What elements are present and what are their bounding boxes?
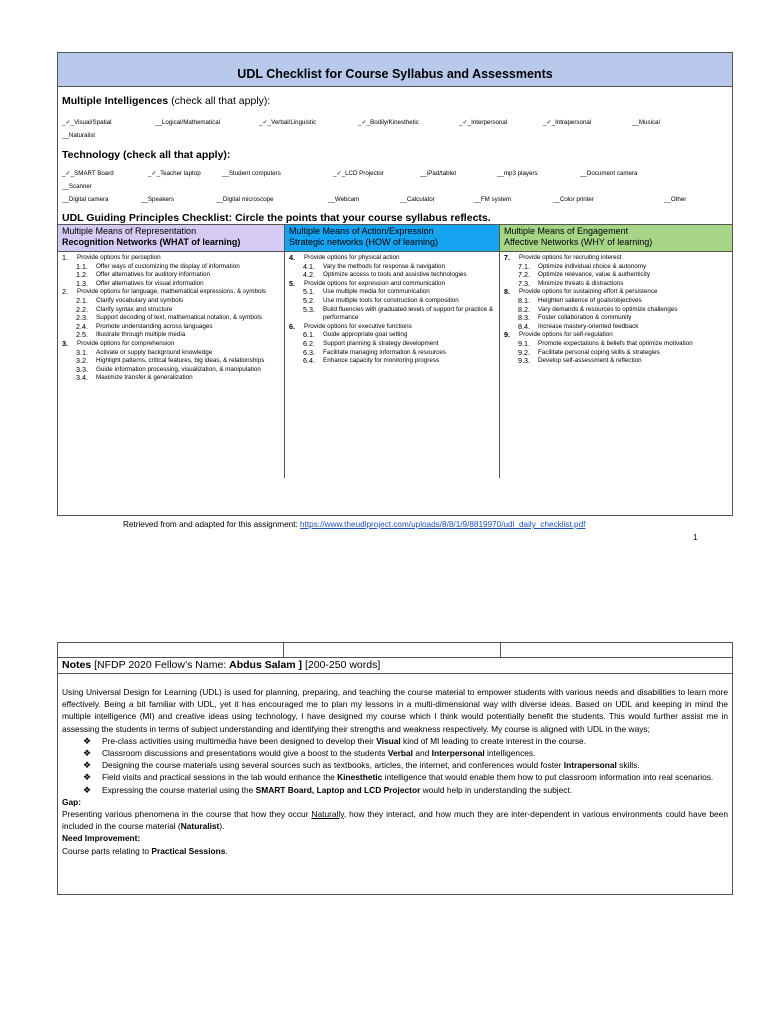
item-number: 3.1. [76,347,88,357]
item-text: Guide information processing, visualization, & manipulation [96,365,261,373]
item-text: Use multiple media for communication [323,288,430,296]
item-text: Support planning & strategy development [323,339,439,347]
mi-option: __Musical [632,119,660,126]
item-text: Provide options for expression and communication [304,279,446,287]
mi-option: _✓_Interpersonal [459,119,508,126]
item-text: Promote understanding across languages [96,322,213,330]
mi-options-row [62,119,728,126]
checklist-item [289,297,495,306]
item-number: 8. [504,287,510,297]
diamond-bullet-icon: ❖ [83,735,92,746]
tech-option: __Digital camera [62,196,109,203]
item-number: 8.2. [518,304,530,314]
tech-option: __mp3 players [497,170,538,177]
checklist-item [62,357,280,366]
item-number: 8.1. [518,295,530,305]
checklist-item [62,366,280,375]
table-strip [58,643,732,658]
item-number: 6.4. [303,356,315,366]
checklist-item [62,280,280,289]
item-text: Provide options for perception [77,254,161,261]
checklist-item [504,271,728,280]
tech-option: _✓_SMART Board [62,170,114,177]
item-text: Facilitate managing information & resources [323,348,446,356]
item-text: Provide options for language, mathematical expressions, & symbols [77,288,267,296]
item-number: 6.3. [303,347,315,357]
checklist-item [504,340,728,349]
tech-option: __Speakers [141,196,175,203]
item-number: 4.2. [303,270,315,280]
gap-paragraph: Presenting various phenomena in the course that how they occur Naturally, how they interact, and how much they are inter-dependent in various environments could have been included in the course material (Naturalist). [62,809,728,832]
need-improvement-label: Need Improvement: [62,833,141,844]
item-text: Offer alternatives for visual information [96,279,204,287]
checklist-item [504,263,728,272]
item-text: Develop self-assessment & reflection [538,357,642,365]
item-number: 6.1. [303,330,315,340]
tech-option: __Student computers [222,170,281,177]
checklist-item [62,288,280,297]
item-text: Maximize transfer & generalization [96,374,193,382]
checklist-item [504,306,728,315]
list-item: ❖ Pre-class activities using multimedia have been designed to develop their Visual kind of MI leading to create interest in the course. [83,735,587,746]
item-number: 2.4. [76,321,88,331]
item-number: 6. [289,321,295,331]
item-number: 5.3. [303,304,315,314]
notes-paragraph: Using Universal Design for Learning (UDL) is used for planning, preparing, and teaching the course material to empower students with various needs and disabilities to learn more effectively. Being a bit familiar with UDL, yet it has encouraged me to plan my lessons in a multi-dimensional way with diverse ideas. Based on UDL and keeping in mind the multiple intelligence (MI) and creative ideas using technology, I have designed my course which I think would potentially benefit the students. This would further assist me in assessing the students in terms of subject understanding and identifying their strengths and weakness respectively. My course is aligned with UDL in the ways; [62,687,728,734]
item-text: Heighten salience of goals/objectives [538,296,642,304]
checklist-item [504,357,728,366]
tech-options-row [62,170,728,177]
item-number: 1. [62,253,68,262]
checklist-item [289,340,495,349]
mi-option: _✓_Verbal/Linguistic [259,119,317,126]
checklist-item [504,254,728,263]
item-number: 3.4. [76,373,88,383]
checklist-item [289,331,495,340]
gap-label: Gap: [62,796,82,807]
item-text: Clarify syntax and structure [96,305,173,313]
diamond-bullet-icon: ❖ [83,784,92,795]
checklist-item [289,288,495,297]
item-number: 2.3. [76,313,88,323]
checklist-item [62,271,280,280]
item-number: 3.3. [76,364,88,374]
engagement-list [500,252,732,478]
notes-page [57,642,733,895]
item-text: Support decoding of text, mathematical notation, & symbols [96,314,262,322]
item-text: Increase mastery-oriented feedback [538,322,639,330]
item-text: Provide options for sustaining effort & persistence [519,288,658,296]
checklist-item [62,306,280,315]
item-text: Vary demands & resources to optimize challenges [538,305,678,313]
checklist-item [62,349,280,358]
checklist-item [289,323,495,332]
mi-option: __Naturalist [62,132,96,139]
tech-option: __Calculator [400,196,435,203]
item-number: 4.1. [303,261,315,271]
item-number: 9.1. [518,338,530,348]
item-number: 7.3. [518,278,530,288]
item-number: 2.5. [76,330,88,340]
item-text: Foster collaboration & community [538,314,632,322]
tech-option: __Digital microscope [216,196,274,203]
list-item: ❖ Designing the course materials using several sources such as textbooks, articles, the internet, and conferences would foster Intrapersonal skills. [83,760,640,771]
tech-option: _✓_LCD Projector [333,170,384,177]
item-number: 5.2. [303,295,315,305]
action-expression-list [285,252,500,478]
item-text: Optimize relevance, value & authenticity [538,271,651,279]
item-text: Provide options for recruiting interest [519,254,622,261]
item-text: Clarify vocabulary and symbols [96,296,184,304]
list-item: ❖ Expressing the course material using the SMART Board, Laptop and LCD Projector would help in understanding the subject. [83,784,573,795]
checklist-item [504,280,728,289]
checklist-item [504,297,728,306]
source-link[interactable]: https://www.theudlproject.com/uploads/8/8/1/9/8819970/udl_daily_checklist.pdf [300,520,586,529]
item-number: 5. [289,278,295,288]
notes-heading: Notes [NFDP 2020 Fellow’s Name: Abdus Salam ] [200-250 words] [58,658,732,674]
item-number: 9. [504,330,510,340]
item-number: 7.1. [518,261,530,271]
item-number: 9.2. [518,347,530,357]
item-text: Provide options for comprehension [77,339,175,347]
item-text: Activate or supply background knowledge [96,348,213,356]
notes-body [58,674,732,857]
item-text: Use multiple tools for construction & composition [323,296,459,304]
item-number: 6.2. [303,338,315,348]
item-number: 8.3. [518,313,530,323]
checklist-item [504,314,728,323]
tech-option: __Webcam [328,196,360,203]
checklist-item [289,280,495,289]
item-text: Provide options for physical action [304,254,400,261]
checklist-item [62,340,280,349]
tech-options-row [62,183,728,190]
item-number: 1.3. [76,278,88,288]
checklist-item [62,263,280,272]
page-number: 1 [693,533,698,542]
checklist-item [504,349,728,358]
item-text: Offer ways of customizing the display of information [96,262,240,270]
item-text: Provide options for self-regulation [519,331,613,339]
checklist-item [62,331,280,340]
item-number: 9.3. [518,356,530,366]
checklist-item [504,323,728,332]
item-text: Enhance capacity for monitoring progress [323,357,440,365]
diamond-bullet-icon: ❖ [83,760,92,771]
item-text: Facilitate personal coping skills & strategies [538,348,660,356]
udl-columns-header [58,224,732,252]
tech-option: __FM system [474,196,512,203]
tech-option: _✓_Teacher laptop [148,170,201,177]
tech-option: __Document camera [580,170,638,177]
col-header-representation: Multiple Means of Representation Recognition Networks (WHAT of learning) [58,225,285,251]
udl-heading: UDL Guiding Principles Checklist: Circle the points that your course syllabus reflects. [62,212,491,224]
item-text: Provide options for executive functions [304,322,412,330]
checklist-item [62,374,280,383]
mi-option: _✓_Bodily/Kinesthetic [358,119,419,126]
item-text: Promote expectations & beliefs that optimize motivation [538,339,693,347]
item-number: 1.1. [76,261,88,271]
item-number: 2.1. [76,295,88,305]
list-item: ❖ Classroom discussions and presentations would give a boost to the students Verbal and Interpersonal intelligences. [83,748,536,759]
item-text: Minimize threats & distractions [538,279,624,287]
item-text: Build fluencies with graduated levels of support for practice & performance [323,305,494,322]
checklist-item [289,254,495,263]
tech-options-row [62,196,728,203]
need-improvement-text: Course parts relating to Practical Sessions. [62,845,228,856]
checklist-item [504,288,728,297]
checklist-item [289,357,495,366]
checklist-item [62,314,280,323]
checklist-item [62,323,280,332]
item-number: 8.4. [518,321,530,331]
mi-option: __Logical/Mathematical [155,119,221,126]
item-text: Optimize individual choice & autonomy [538,262,647,270]
checklist-item [504,331,728,340]
representation-list [58,252,285,478]
page-title: UDL Checklist for Course Syllabus and Assessments [58,53,732,87]
checklist-item [289,263,495,272]
item-number: 4. [289,253,295,262]
list-item: ❖ Field visits and practical sessions in the lab would enhance the Kinesthetic intelligence that would enable them how to put classroom information into real scenarios. [83,772,714,783]
item-text: Vary the methods for response & navigation [323,262,446,270]
tech-option: __iPad/tablet [420,170,457,177]
item-number: 1.2. [76,270,88,280]
checklist-item [289,306,495,323]
item-number: 7.2. [518,270,530,280]
item-text: Highlight patterns, critical features, big ideas, & relationships [96,357,265,365]
mi-option: _✓_Visual/Spatial [62,119,112,126]
item-text: Offer alternatives for auditory information [96,271,210,279]
item-text: Guide appropriate goal setting [323,331,408,339]
checklist-item [62,254,280,263]
diamond-bullet-icon: ❖ [83,772,92,783]
item-text: Optimize access to tools and assistive technologies [323,271,467,279]
mi-option: _✓_Intrapersonal [543,119,592,126]
checklist-item [289,349,495,358]
tech-option: __Scanner [62,183,92,190]
col-header-engagement: Multiple Means of Engagement Affective Networks (WHY of learning) [500,225,732,251]
item-number: 2.2. [76,304,88,314]
checklist-item [62,297,280,306]
tech-option: __Color printer [553,196,594,203]
mi-heading: Multiple Intelligences (check all that apply): [62,95,271,107]
udl-checklist-page [57,52,733,516]
item-number: 3. [62,338,68,348]
item-number: 3.2. [76,356,88,366]
item-number: 5.1. [303,287,315,297]
diamond-bullet-icon: ❖ [83,748,92,759]
col-header-action-expression: Multiple Means of Action/Expression Strategic networks (HOW of learning) [285,225,500,251]
source-credit: Retrieved from and adapted for this assignment: https://www.theudlproject.com/uploads/8/8/1/9/8819970/udl_daily_checklist.pdf [123,520,586,529]
udl-columns [58,252,732,478]
mi-options-row [62,132,728,139]
tech-option: __Other [664,196,687,203]
technology-heading: Technology (check all that apply): [62,149,231,161]
item-number: 2. [62,287,68,297]
item-number: 7. [504,253,510,262]
item-text: Illustrate through multiple media [96,331,186,339]
checklist-item [289,271,495,280]
